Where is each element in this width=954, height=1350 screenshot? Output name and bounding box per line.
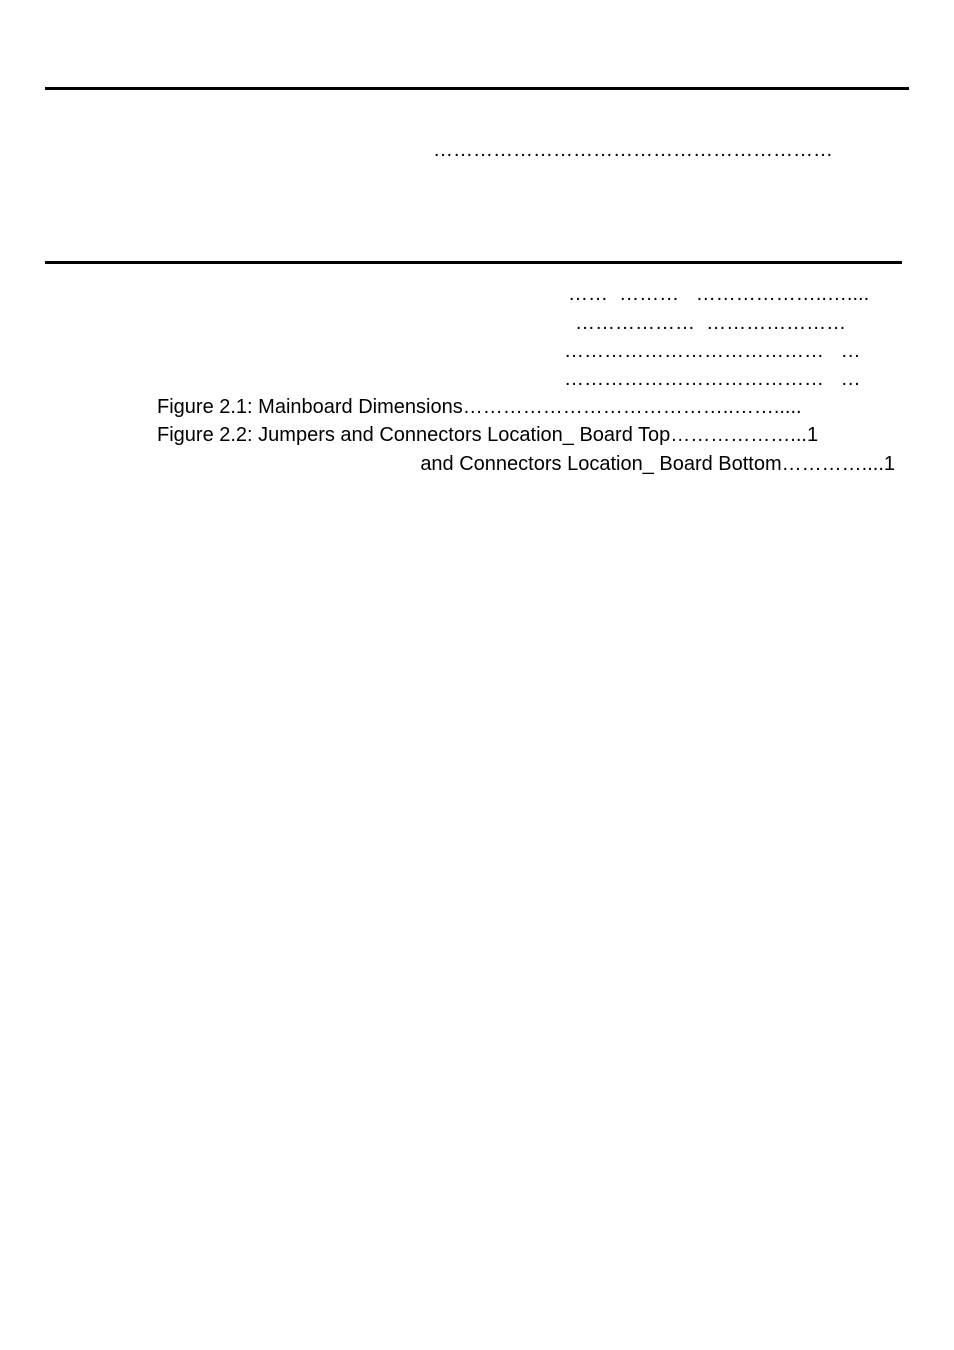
figure-2-1-entry: Figure 2.1: Mainboard Dimensions…………………………………..……..... [157, 396, 802, 418]
figure-2-2-entry: Figure 2.2: Jumpers and Connectors Location_ Board Top………………...1 [157, 424, 819, 446]
figure-leader-row-2: ……………… ………………… [575, 312, 847, 334]
top-horizontal-rule [45, 87, 909, 90]
section-horizontal-rule [45, 261, 902, 264]
figure-leader-row-4: ………………………………… … [564, 368, 861, 390]
figure-leader-row-3: ………………………………… … [564, 340, 861, 362]
toc-leader-dots: …………………………………………………… [433, 139, 833, 161]
figure-leader-row-1: …… ……… ………………..….... [568, 283, 870, 305]
figure-2-3-entry: and Connectors Location_ Board Bottom…………....1 [420, 453, 895, 475]
